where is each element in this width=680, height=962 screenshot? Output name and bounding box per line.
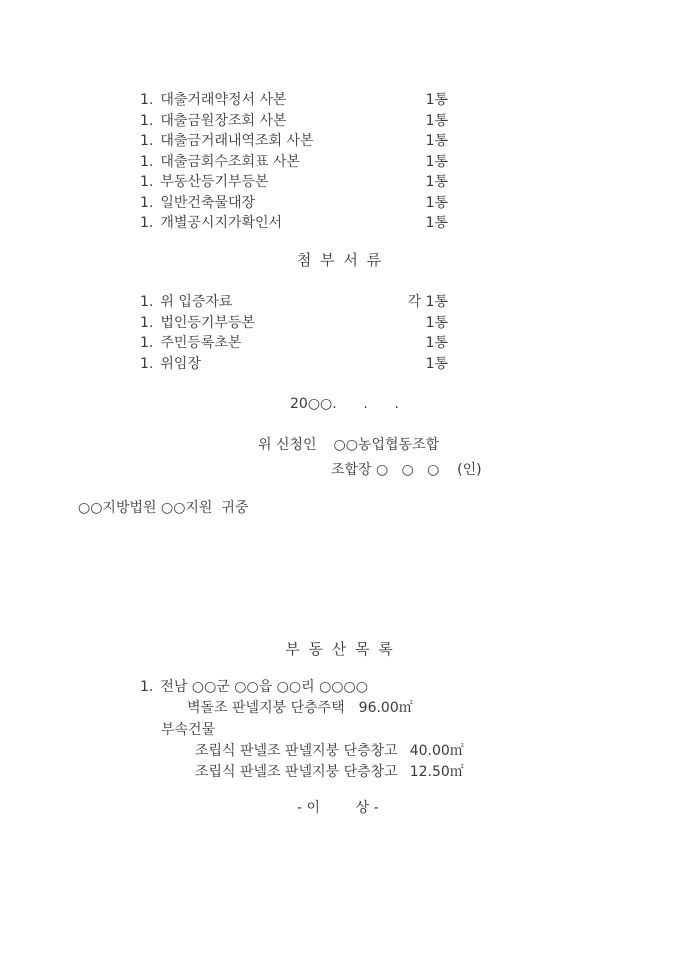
court-address-line: ○○지방법원 ○○지원 귀중 xyxy=(78,500,249,516)
attachments-heading: 첨 부 서 류 xyxy=(296,251,384,269)
end-mark: - 이 상 - xyxy=(297,800,379,816)
attachments-list xyxy=(140,292,448,374)
item-number: 1. xyxy=(140,679,154,695)
item-label: 대출금원장조회 사본 xyxy=(160,112,287,129)
item-label: 대출금거래내역조회 사본 xyxy=(160,133,314,149)
annex-building-line xyxy=(195,761,464,781)
item-number: 1. xyxy=(140,112,154,129)
list-item xyxy=(140,131,448,152)
annex-label: 부속건물 xyxy=(161,722,216,738)
item-number: 1. xyxy=(140,335,154,351)
property-building-line xyxy=(187,697,413,717)
item-count: 1통 xyxy=(425,355,448,372)
list-item xyxy=(140,193,448,214)
item-count: 1통 xyxy=(425,215,448,231)
annex-desc: 조립식 판넬조 판넬지붕 단층창고 xyxy=(195,743,398,759)
item-label: 개별공시지가확인서 xyxy=(160,215,283,231)
building-desc: 벽돌조 판넬지붕 단층주택 xyxy=(187,700,345,716)
item-number: 1. xyxy=(140,174,154,190)
item-count: 각 1통 xyxy=(407,294,448,310)
list-item xyxy=(140,354,448,375)
item-number: 1. xyxy=(140,153,154,170)
evidence-list xyxy=(140,90,448,234)
item-count: 1통 xyxy=(425,133,448,149)
annex-desc: 조립식 판넬조 판넬지붕 단층창고 xyxy=(195,764,398,780)
annex-area: 12.50㎡ xyxy=(409,764,464,780)
item-label: 법인등기부등본 xyxy=(160,314,256,331)
item-label: 대출거래약정서 사본 xyxy=(160,92,287,108)
item-number: 1. xyxy=(140,355,154,372)
applicant-line xyxy=(258,434,439,454)
building-area: 96.00㎡ xyxy=(358,700,413,716)
item-label: 일반건축물대장 xyxy=(160,194,256,211)
annex-area: 40.00㎡ xyxy=(409,743,464,759)
item-number: 1. xyxy=(140,194,154,211)
item-count: 1통 xyxy=(425,112,448,129)
list-item xyxy=(140,333,448,354)
item-count: 1통 xyxy=(425,335,448,351)
item-count: 1통 xyxy=(425,314,448,331)
item-count: 1통 xyxy=(425,92,448,108)
property-list-heading: 부 동 산 목 록 xyxy=(285,640,395,658)
item-number: 1. xyxy=(140,133,154,149)
item-label: 위 입증자료 xyxy=(160,294,233,310)
list-item xyxy=(140,172,448,193)
list-item xyxy=(140,111,448,132)
item-number: 1. xyxy=(140,314,154,331)
list-item xyxy=(140,313,448,334)
item-number: 1. xyxy=(140,92,154,108)
item-number: 1. xyxy=(140,215,154,231)
list-item xyxy=(140,90,448,111)
item-number: 1. xyxy=(140,294,154,310)
item-count: 1통 xyxy=(425,194,448,211)
item-label: 부동산등기부등본 xyxy=(160,174,269,190)
item-count: 1통 xyxy=(425,153,448,170)
annex-building-line xyxy=(195,740,464,760)
item-label: 주민등록초본 xyxy=(160,335,242,351)
document-date: 20○○. . . xyxy=(290,396,399,412)
property-address: 전남 ○○군 ○○읍 ○○리 ○○○○ xyxy=(160,679,368,695)
item-label: 위임장 xyxy=(160,355,201,372)
applicant-label: 위 신청인 xyxy=(258,437,317,453)
representative-line: 조합장 ○ ○ ○ (인) xyxy=(331,462,482,478)
list-item xyxy=(140,213,448,234)
property-address-line xyxy=(140,676,368,696)
item-label: 대출금회수조회표 사본 xyxy=(160,153,301,170)
applicant-name: ○○농업협동조합 xyxy=(333,437,440,453)
item-count: 1통 xyxy=(425,174,448,190)
list-item xyxy=(140,292,448,313)
list-item xyxy=(140,152,448,173)
